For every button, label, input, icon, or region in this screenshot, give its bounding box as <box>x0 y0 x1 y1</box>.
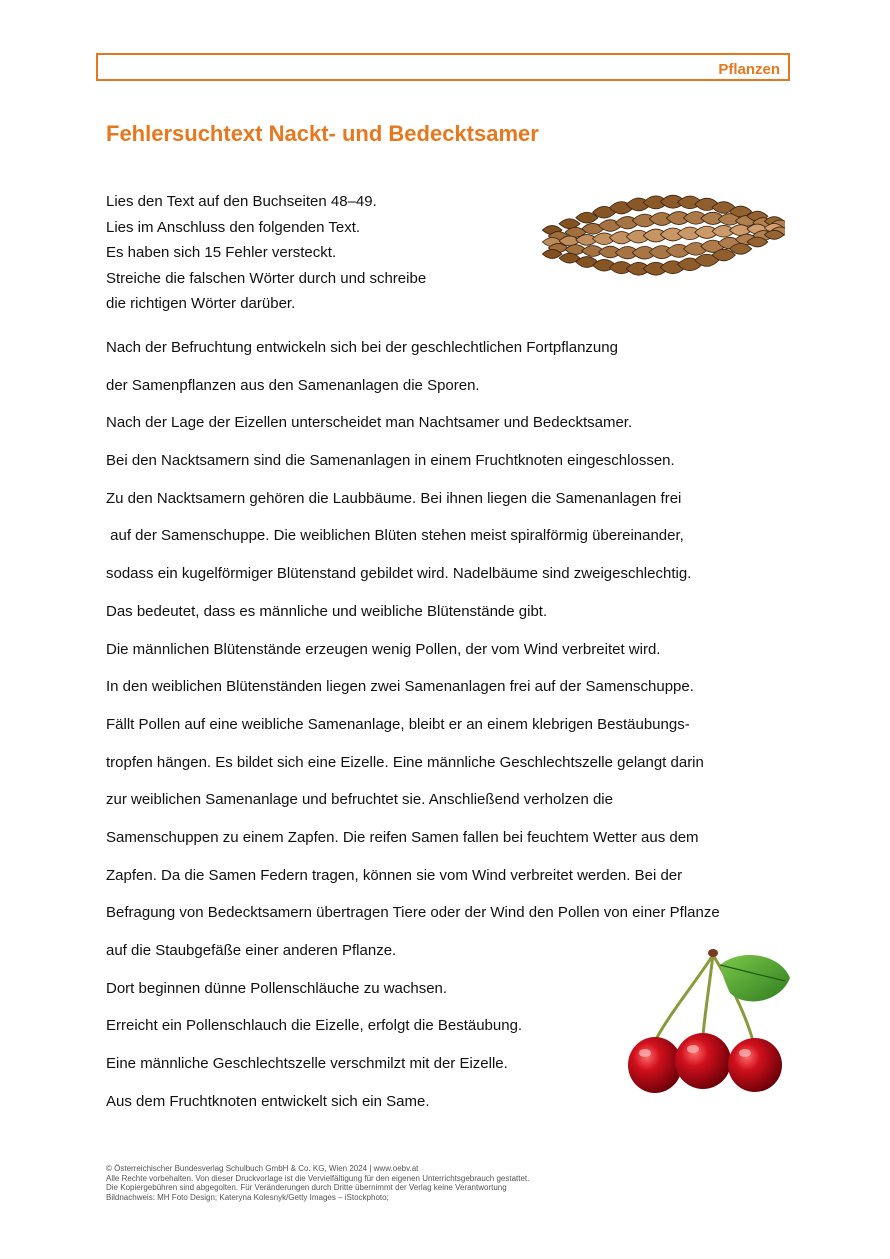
text-line: Eine männliche Geschlechtszelle verschmilzt mit der Eizelle. <box>106 1055 508 1073</box>
text-line: Samenschuppen zu einem Zapfen. Die reifen Samen fallen bei feuchtem Wetter aus dem <box>106 828 699 846</box>
instructions <box>106 189 426 317</box>
text-line: In den weiblichen Blütenständen liegen zwei Samenanlagen frei auf der Samenschuppe. <box>106 678 694 696</box>
instruction-line: Streiche die falschen Wörter durch und schreibe <box>106 269 427 287</box>
footer-line: Alle Rechte vorbehalten. Von dieser Druckvorlage ist die Vervielfältigung für den eigenen Unterrichtsgebrauch gestattet. <box>106 1173 530 1183</box>
text-line: zur weiblichen Samenanlage und befruchtet sie. Anschließend verholzen die <box>106 791 613 809</box>
section-label: Pflanzen <box>718 61 780 78</box>
text-line: der Samenpflanzen aus den Samenanlagen die Sporen. <box>106 376 480 394</box>
text-line: Erreicht ein Pollenschlauch die Eizelle, erfolgt die Bestäubung. <box>106 1017 523 1035</box>
footer-line: Bildnachweis: MH Foto Design; Kateryna Kolesnyk/Getty Images – iStockphoto; <box>106 1192 389 1202</box>
section-header <box>96 53 790 81</box>
pine-cone-image <box>530 180 785 290</box>
text-line: Nach der Lage der Eizellen unterscheidet man Nachtsamer und Bedecktsamer. <box>106 414 633 432</box>
page-title: Fehlersuchtext Nackt- und Bedecktsamer <box>106 121 539 146</box>
instruction-line: Es haben sich 15 Fehler versteckt. <box>106 244 337 261</box>
text-line: Aus dem Fruchtknoten entwickelt sich ein Same. <box>106 1092 430 1110</box>
text-line: auf der Samenschuppe. Die weiblichen Blüten stehen meist spiralförmig übereinander, <box>106 527 684 545</box>
text-line: Zapfen. Da die Samen Federn tragen, können sie vom Wind verbreitet werden. Bei der <box>106 866 683 884</box>
text-line: sodass ein kugelförmiger Blütenstand gebildet wird. Nadelbäume sind zweigeschlechtig. <box>106 565 692 583</box>
text-line: Befragung von Bedecktsamern übertragen Tiere oder der Wind den Pollen von einer Pflanze <box>106 904 720 922</box>
text-line: tropfen hängen. Es bildet sich eine Eizelle. Eine männliche Geschlechtszelle gelangt darin <box>106 753 704 771</box>
footer-line: © Österreichischer Bundesverlag Schulbuch GmbH & Co. KG, Wien 2024 | www.oebv.at <box>106 1164 419 1173</box>
text-line: Dort beginnen dünne Pollenschläuche zu wachsen. <box>106 979 448 997</box>
instruction-line: Lies im Anschluss den folgenden Text. <box>106 218 361 236</box>
text-line: Nach der Befruchtung entwickeln sich bei der geschlechtlichen Fortpflanzung <box>106 339 618 356</box>
text-line: Bei den Nacktsamern sind die Samenanlagen in einem Fruchtknoten eingeschlossen. <box>106 452 675 470</box>
text-line: auf die Staubgefäße einer anderen Pflanze. <box>106 942 397 959</box>
footer-line: Die Kopiergebühren sind abgegolten. Für Veränderungen durch Dritte übernimmt der Verlag keine Verantwortung <box>106 1183 507 1192</box>
instruction-line: die richtigen Wörter darüber. <box>106 295 296 312</box>
text-line: Die männlichen Blütenstände erzeugen wenig Pollen, der vom Wind verbreitet wird. <box>106 640 661 658</box>
footer-copyright <box>106 1164 529 1202</box>
text-line: Zu den Nacktsamern gehören die Laubbäume. Bei ihnen liegen die Samenanlagen frei <box>106 489 682 507</box>
text-line: Das bedeutet, dass es männliche und weibliche Blütenstände gibt. <box>106 602 548 620</box>
cherries-image <box>625 943 795 1103</box>
text-line: Fällt Pollen auf eine weibliche Samenanlage, bleibt er an einem klebrigen Bestäubungs- <box>106 715 690 733</box>
instruction-line: Lies den Text auf den Buchseiten 48–49. <box>106 193 377 210</box>
